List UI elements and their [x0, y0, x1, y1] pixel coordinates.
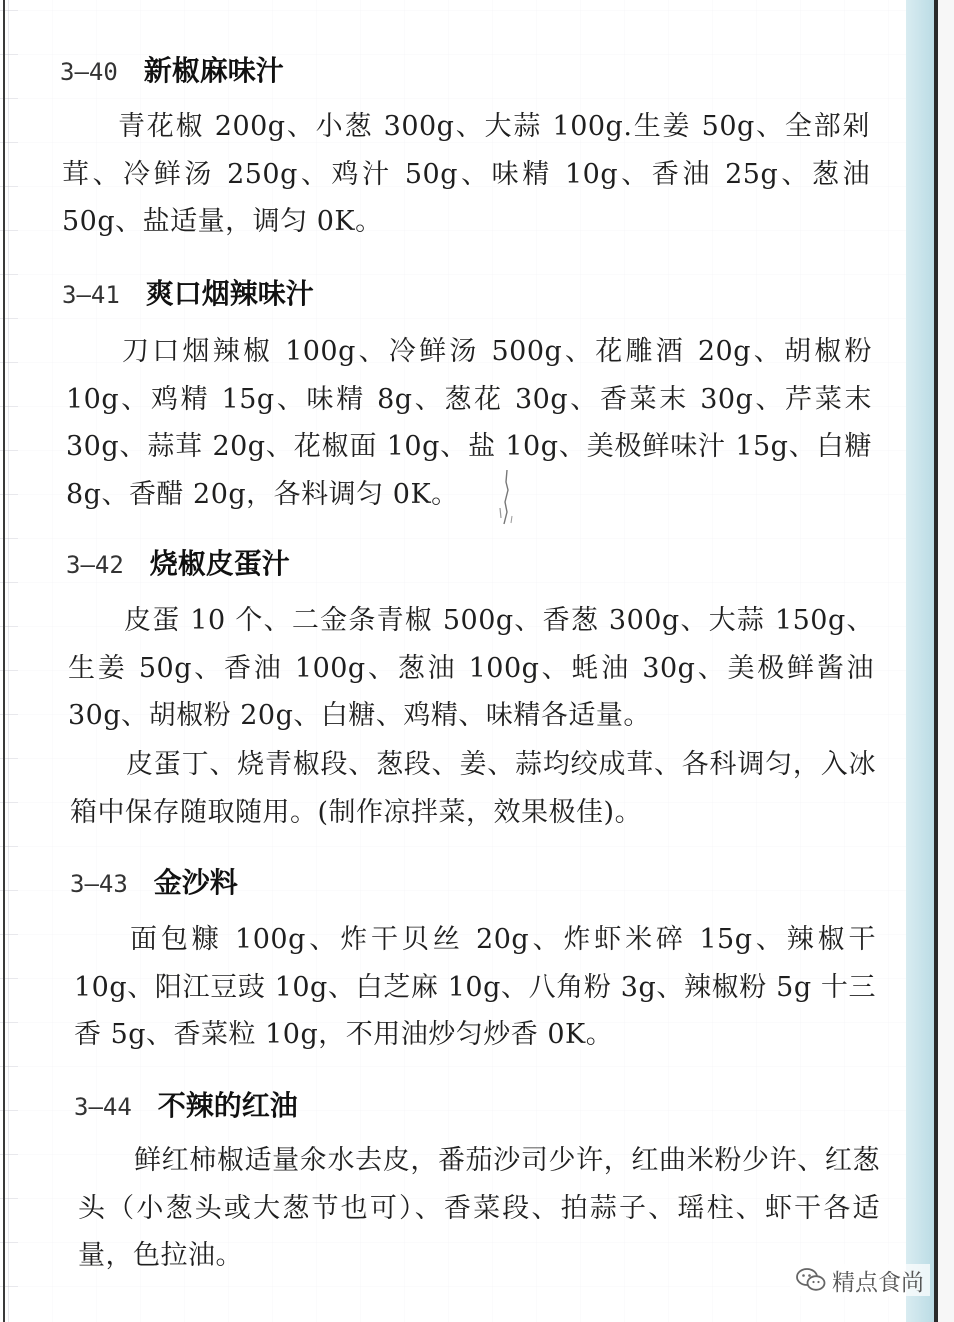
watermark — [790, 1264, 930, 1296]
section-title: 金沙料 — [153, 866, 238, 899]
section-title: 新椒麻味汁 — [143, 54, 284, 87]
section-title: 爽口烟辣味汁 — [145, 277, 314, 310]
section-number: 3—43 — [70, 870, 128, 898]
section-paragraph: 皮蛋丁、烧青椒段、葱段、姜、蒜均绞成茸、各科调匀，入冰箱中保存随取随用。(制作凉拌菜，效果极佳)。 — [70, 749, 876, 828]
section-paragraph: 皮蛋 10 个、二金条青椒 500g、香葱 300g、大蒜 150g、生姜 50g、香油 100g、葱油 100g、蚝油 30g、美极鲜酱油 30g、胡椒粉 20g、白糖、鸡精、味精各适量。 — [68, 605, 874, 731]
section-paragraph: 面包糠 100g、炸干贝丝 20g、炸虾米碎 15g、辣椒干 10g、阳江豆豉 10g、白芝麻 10g、八角粉 3g、辣椒粉 5g 十三香 5g、香菜粒 10g，不用油炒匀炒香 0K。 — [74, 924, 876, 1050]
section-number: 3—41 — [62, 281, 120, 309]
section-title: 烧椒皮蛋汁 — [149, 547, 290, 580]
section-number: 3—40 — [60, 58, 118, 86]
section-heading — [66, 547, 290, 582]
section-title: 不辣的红油 — [157, 1089, 298, 1122]
section-heading — [74, 1089, 298, 1124]
section-heading — [70, 866, 238, 901]
watermark-text: 精点食尚 — [832, 1269, 924, 1296]
section-heading — [62, 277, 314, 312]
section-paragraph: 鲜红柿椒适量氽水去皮，番茄沙司少许，红曲米粉少许、红葱头（小葱头或大葱节也可）、香菜段、拍蒜子、瑶柱、虾干各适量，色拉油。 — [78, 1145, 880, 1271]
section-paragraph: 刀口烟辣椒 100g、冷鲜汤 500g、花雕酒 20g、胡椒粉 10g、鸡精 15g、味精 8g、葱花 30g、香菜末 30g、芹菜末 30g、蒜茸 20g、花椒面 10g、盐 10g、美极鲜味汁 15g、白糖 8g、香醋 20g，各料调匀 0K。 — [66, 336, 872, 510]
wechat-icon — [796, 1267, 826, 1293]
section-heading — [60, 54, 284, 89]
section-number: 3—44 — [74, 1093, 132, 1121]
section-paragraph: 青花椒 200g、小葱 300g、大蒜 100g.生姜 50g、全部剁茸、冷鲜汤 250g、鸡汁 50g、味精 10g、香油 25g、葱油 50g、盐适量，调匀 0K。 — [62, 111, 870, 237]
section-number: 3—42 — [66, 551, 124, 579]
